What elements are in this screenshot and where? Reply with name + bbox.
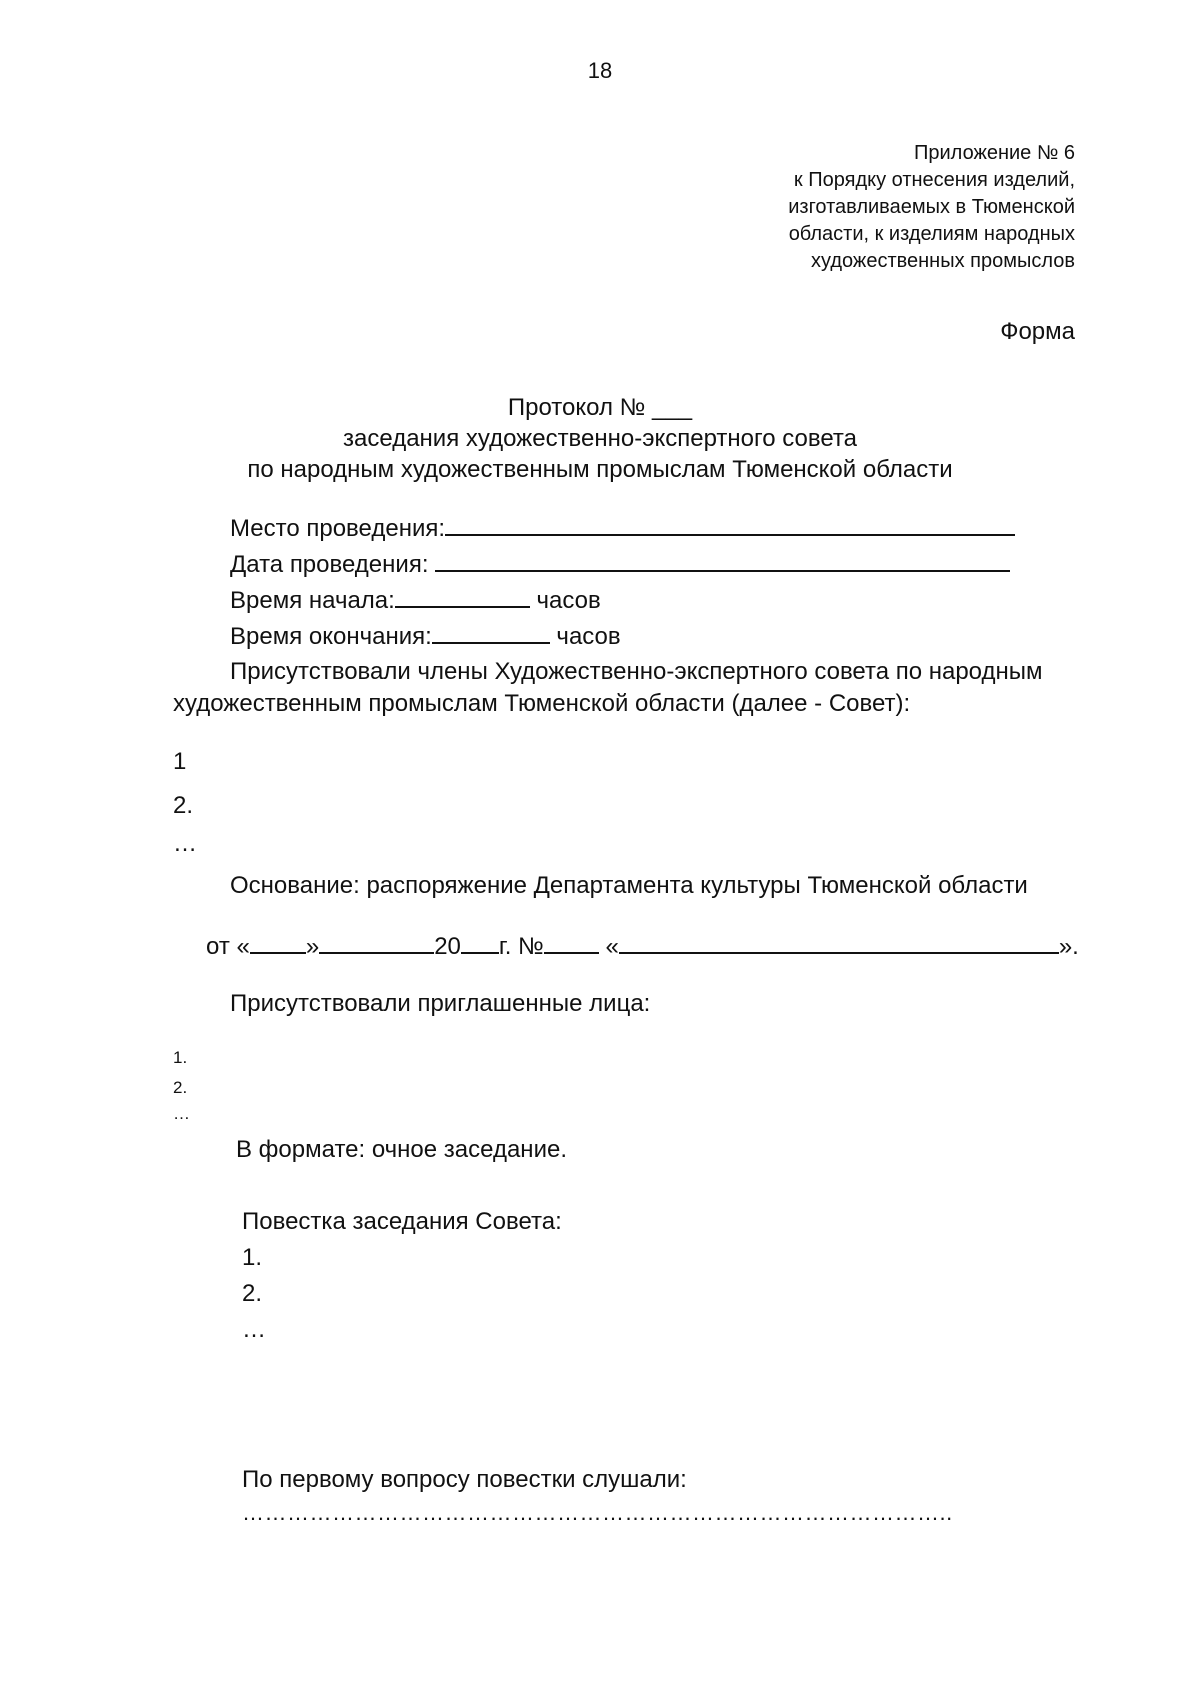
invited-label: Присутствовали приглашенные лица:	[230, 990, 651, 1017]
start-time-blank[interactable]	[395, 586, 530, 608]
basis-number-blank[interactable]	[544, 932, 599, 954]
end-time-field	[230, 622, 621, 651]
members-list-item: 1	[173, 748, 187, 775]
basis-year-blank[interactable]	[461, 932, 499, 954]
appendix-line: художественных промыслов	[811, 250, 1075, 272]
document-title	[0, 392, 1200, 485]
date-blank[interactable]	[435, 550, 1010, 572]
basis-quote: »	[305, 933, 320, 960]
agenda-label: Повестка заседания Совета:	[242, 1208, 562, 1235]
appendix-line: области, к изделиям народных	[788, 223, 1075, 245]
basis-month-blank[interactable]	[319, 932, 434, 954]
invited-list-item: 2.	[173, 1078, 188, 1097]
venue-field	[230, 514, 1015, 543]
invited-list-item: 1.	[173, 1048, 188, 1067]
date-field	[230, 550, 1010, 579]
first-question-dotted-line: …………………………………………………………………………………..	[242, 1500, 953, 1525]
end-time-label: Время окончания:	[230, 623, 432, 650]
end-time-unit: часов	[549, 623, 621, 650]
basis-number-label: г. №	[498, 933, 544, 960]
basis-title-blank[interactable]	[619, 932, 1059, 954]
appendix-line: изготавливаемых в Тюменской	[788, 196, 1075, 218]
agenda-item: …	[242, 1316, 266, 1343]
members-intro-line1: Присутствовали члены Художественно-экспертного совета по народным	[230, 658, 1043, 685]
first-question-label: По первому вопросу повестки слушали:	[242, 1466, 687, 1493]
basis-year-prefix: 20	[434, 933, 461, 960]
start-time-field	[230, 586, 601, 615]
agenda-item: 2.	[242, 1280, 263, 1307]
appendix-line: к Порядку отнесения изделий,	[793, 169, 1075, 191]
meeting-format: В формате: очное заседание.	[236, 1136, 567, 1163]
appendix-line: Приложение № 6	[914, 142, 1075, 164]
basis-open-quote: «	[598, 933, 619, 960]
members-list-item: …	[173, 830, 197, 857]
members-list-item: 2.	[173, 792, 194, 819]
title-line-council: по народным художественным промыслам Тюменской области	[247, 456, 953, 483]
basis-from: от «	[206, 933, 250, 960]
agenda-item: 1.	[242, 1244, 263, 1271]
page-number: 18	[587, 58, 613, 83]
start-time-label: Время начала:	[230, 587, 395, 614]
basis-end: ».	[1058, 933, 1079, 960]
members-intro-line2: художественным промыслам Тюменской области (далее - Совет):	[173, 690, 911, 717]
appendix-note	[788, 140, 1075, 275]
title-line-meeting: заседания художественно-экспертного совета	[343, 425, 857, 452]
venue-label: Место проведения:	[230, 515, 446, 542]
form-label: Форма	[1000, 318, 1075, 345]
start-time-unit: часов	[529, 587, 601, 614]
date-label: Дата проведения:	[230, 551, 436, 578]
basis-text: Основание: распоряжение Департамента культуры Тюменской области	[230, 872, 1028, 899]
venue-blank[interactable]	[445, 514, 1015, 536]
invited-list-item: …	[173, 1104, 190, 1123]
basis-details	[206, 932, 1079, 961]
title-line-protocol: Протокол № ___	[507, 394, 693, 421]
end-time-blank[interactable]	[432, 622, 550, 644]
basis-day-blank[interactable]	[250, 932, 306, 954]
